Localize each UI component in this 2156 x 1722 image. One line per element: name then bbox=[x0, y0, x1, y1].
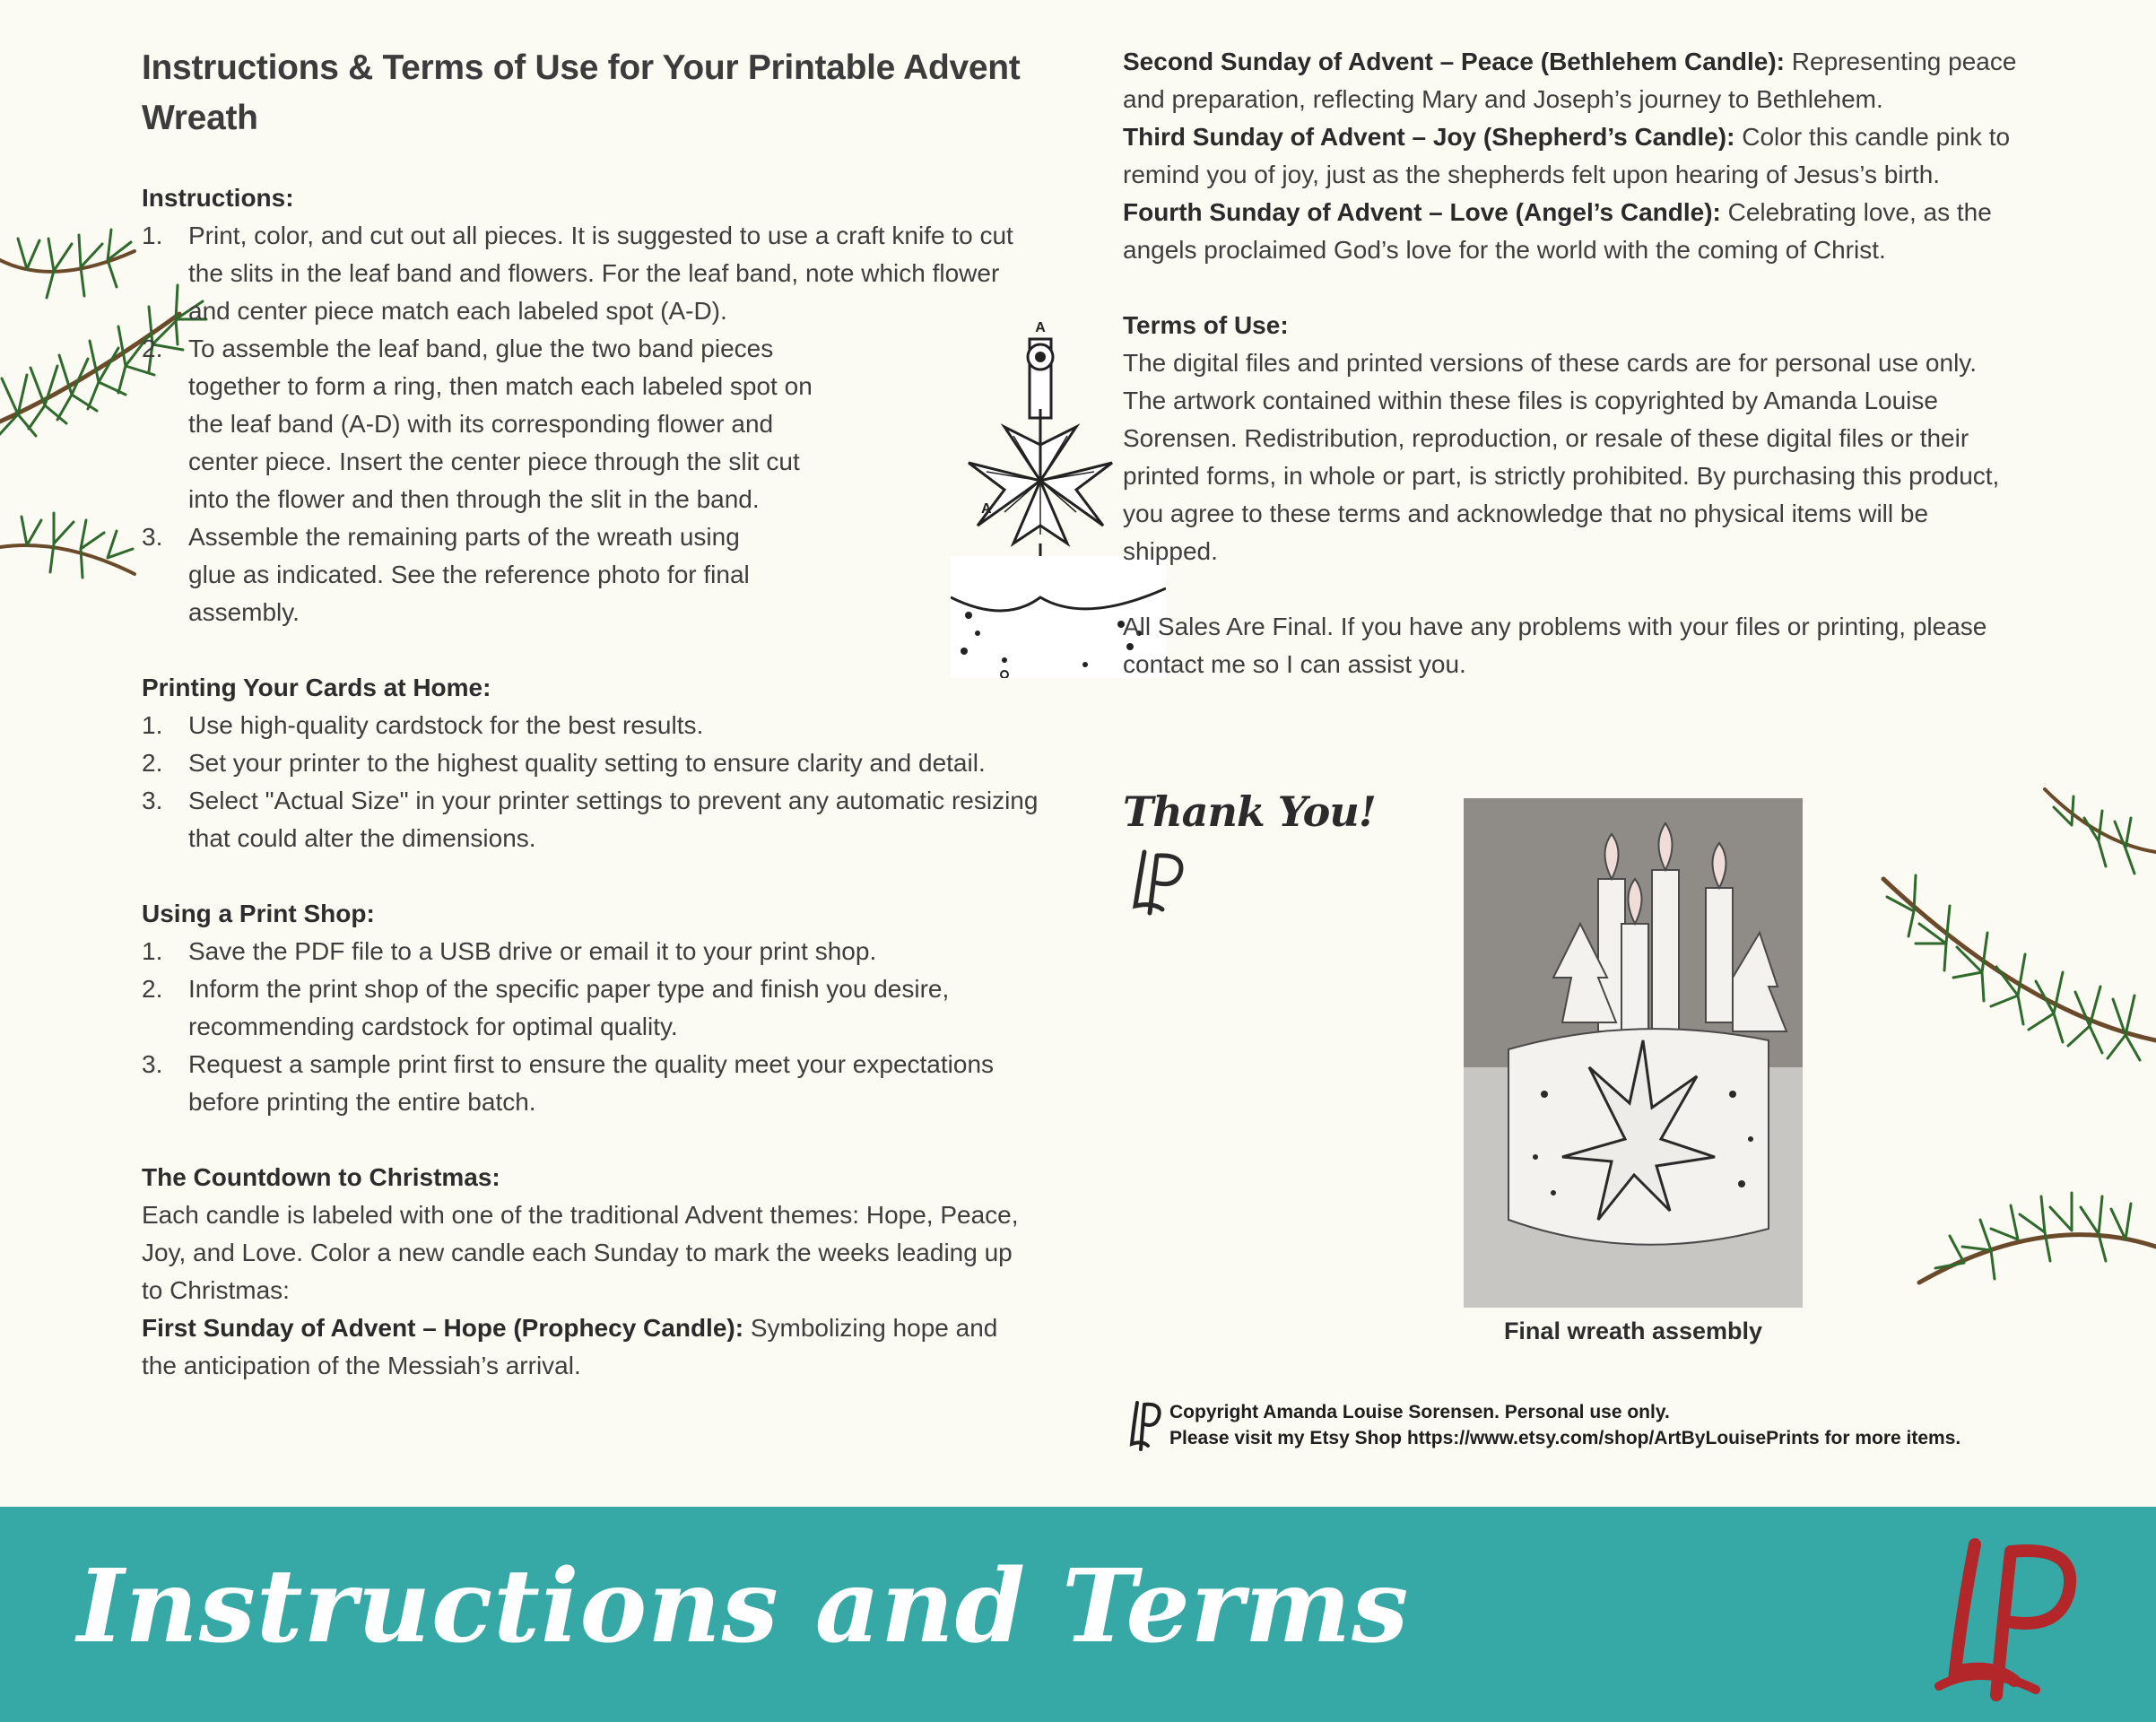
lp-logo-red-icon bbox=[1928, 1528, 2093, 1704]
diagram-label-left: A bbox=[981, 501, 992, 517]
list-item: 1. Print, color, and cut out all pieces. It is suggested to use a craft knife to cut the slits in the leaf band and flowers. For the leaf band, note which flower and center piece match each labeled spot (A-D). bbox=[142, 222, 1013, 325]
list-item: 3. Assemble the remaining parts of the wreath using glue as indicated. See the reference photo for final assembly. bbox=[142, 523, 750, 626]
lp-logo-icon bbox=[1126, 1399, 1166, 1451]
list-item: 3. Request a sample print first to ensure the quality meet your expectations before printing the entire batch. bbox=[142, 1050, 995, 1116]
second-sunday: Second Sunday of Advent – Peace (Bethlehem Candle): Representing peace and preparation, reflecting Mary and Joseph’s journey to Bethlehem. bbox=[1123, 48, 2017, 113]
lp-logo-icon bbox=[1126, 847, 1193, 917]
list-item: 2. Set your printer to the highest quality setting to ensure clarity and detail. bbox=[142, 749, 986, 777]
copyright-line-2: Please visit my Etsy Shop https://www.etsy.com/shop/ArtByLouisePrints for more items. bbox=[1169, 1428, 1961, 1448]
left-column bbox=[142, 43, 1039, 1385]
pine-branch-right-icon bbox=[1830, 744, 2156, 1372]
wreath-photo bbox=[1464, 798, 1803, 1308]
printing-home-heading: Printing Your Cards at Home: bbox=[142, 674, 491, 701]
diagram-label-top: A bbox=[1035, 320, 1046, 335]
terms-heading: Terms of Use: bbox=[1123, 311, 1289, 339]
footer-title: Instructions and Terms bbox=[77, 1548, 1410, 1665]
list-item: 2. Inform the print shop of the specific paper type and finish you desire, recommending cardstock for optimal quality. bbox=[142, 975, 950, 1040]
instructions-list bbox=[142, 217, 1039, 631]
list-item: 3. Select "Actual Size" in your printer settings to prevent any automatic resizing that could alter the dimensions. bbox=[142, 787, 1039, 852]
footer-banner bbox=[0, 1507, 2156, 1722]
fourth-sunday: Fourth Sunday of Advent – Love (Angel’s Candle): Celebrating love, as the angels proclaimed God’s love for the world with the coming of Christ. bbox=[1123, 198, 1992, 264]
printing-home-list bbox=[142, 707, 1039, 857]
list-item: 1. Save the PDF file to a USB drive or email it to your print shop. bbox=[142, 937, 877, 965]
print-shop-list bbox=[142, 933, 1039, 1121]
terms-text: The digital files and printed versions of these cards are for personal use only. The artwork contained within these files is copyrighted by Amanda Louise Sorensen. Redistribution, reproduction, or resale of these digital files or their printed forms, in whole or part, is strictly prohibited. By purchasing this product, you agree to these terms and acknowledge that no physical items will be shipped. bbox=[1123, 349, 2000, 565]
right-column bbox=[1123, 43, 2020, 683]
third-sunday: Third Sunday of Advent – Joy (Shepherd’s Candle): Color this candle pink to remind you of joy, just as the shepherds felt upon hearing of Jesus’s birth. bbox=[1123, 123, 2011, 188]
copyright-line-1: Copyright Amanda Louise Sorensen. Personal use only. bbox=[1169, 1402, 1670, 1422]
list-item: 1. Use high-quality cardstock for the best results. bbox=[142, 711, 704, 739]
countdown-intro: Each candle is labeled with one of the traditional Advent themes: Hope, Peace, Joy, and Love. Color a new candle each Sunday to mark the weeks leading up to Christmas: bbox=[142, 1201, 1019, 1304]
photo-caption: Final wreath assembly bbox=[1503, 1318, 1763, 1344]
thank-you-text: Thank You! bbox=[1123, 787, 1376, 836]
page-title: Instructions & Terms of Use for Your Printable Advent Wreath bbox=[142, 48, 1021, 137]
print-shop-heading: Using a Print Shop: bbox=[142, 900, 375, 927]
instructions-heading: Instructions: bbox=[142, 184, 294, 212]
list-item: 2. To assemble the leaf band, glue the two band pieces together to form a ring, then match each labeled spot on the leaf band (A-D) with its corresponding flower and center piece. Insert the center piece through the slit cut into the flower and then through the slit in the band. bbox=[142, 335, 813, 513]
first-sunday: First Sunday of Advent – Hope (Prophecy Candle): Symbolizing hope and the anticipation of the Messiah’s arrival. bbox=[142, 1314, 998, 1379]
countdown-heading: The Countdown to Christmas: bbox=[142, 1163, 500, 1191]
sales-final-text: All Sales Are Final. If you have any problems with your files or printing, please contact me so I can assist you. bbox=[1123, 613, 1987, 678]
